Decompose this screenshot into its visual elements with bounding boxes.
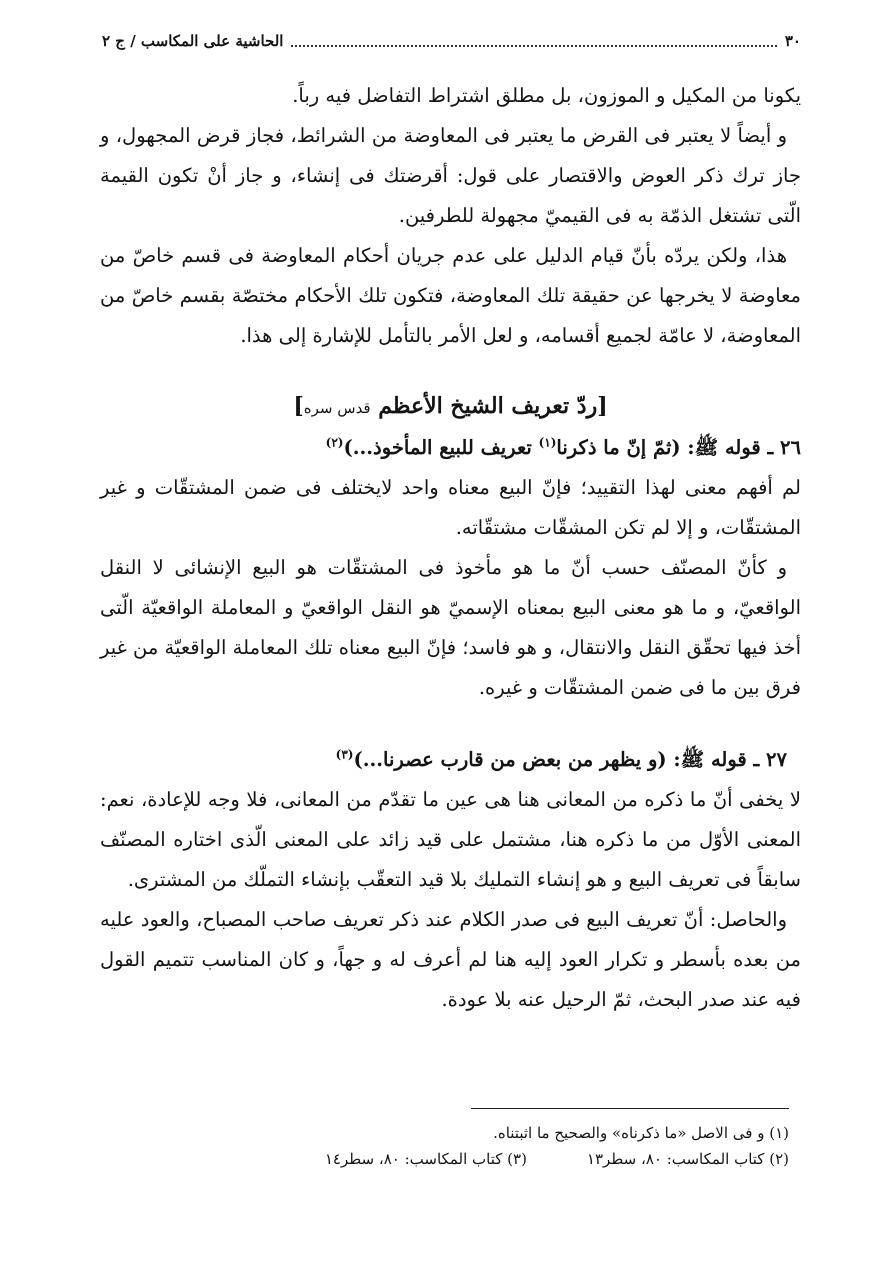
paragraph: و أيضاً لا يعتبر فى القرض ما يعتبر فى المعاوضة من الشرائط، فجاز قرض المجهول، و جاز ترك ذكر العوض والاقتصار على قول: أقرضتك فى إنشاء، و جاز أنْ تكون القيمة الّتى تشتغل الذمّة به فى القيميّ مجهولة للطرفين. — [100, 124, 801, 227]
section-title-honorific: قدس سره — [303, 399, 371, 417]
paragraph: يكونا من المكيل و الموزون، بل مطلق اشتراط التفاضل فيه رباً. — [292, 84, 801, 107]
section-title-text: [ردّ تعريف الشيخ الأعظم — [378, 393, 608, 419]
paragraph: والحاصل: أنّ تعريف البيع فى صدر الكلام عند ذكر تعريف صاحب المصباح، والعود عليه من بعده بأسطر و تكرار العود إليه هنا لم أعرف له و جهاً، و كان المناسب تتميم القول فيه عند صدر البحث، ثمّ الرحيل عنه بلا عودة. — [100, 908, 801, 1011]
footnotes — [210, 1120, 789, 1172]
page-header — [102, 32, 801, 50]
page-number: ٣٠ — [784, 32, 801, 50]
footnote-1: (١) و فى الاصل «ما ذكرناه» والصحيح ما اثبتناه. — [493, 1124, 789, 1142]
footnote-row — [210, 1146, 789, 1172]
page-body — [100, 76, 801, 1020]
footnote-2: (٢) كتاب المكاسب: ٨٠، سطر١٣ — [586, 1150, 789, 1168]
footnote-3: (٣) كتاب المكاسب: ٨٠، سطر١٤ — [324, 1150, 527, 1168]
header-dotted-leader — [291, 35, 776, 47]
paragraph: لا يخفى أنّ ما ذكره من المعانى هنا هى عين ما تقدّم من المعانى، فلا وجه للإعادة، نعم: المعنى الأوّل من ما ذكره هنا، مشتمل على قيد زائد على المعنى الّذى اختاره المصنّف سابقاً فى تعريف البيع و هو إنشاء التمليك بلا قيد التعقّب بإنشاء التملّك من المشترى. — [100, 788, 801, 891]
footnote-divider — [471, 1108, 789, 1109]
section-title-bracket: ] — [293, 393, 304, 419]
paragraph: و كأنّ المصنّف حسب أنّ ما هو مأخوذ فى المشتقّات هو البيع الإنشائى لا النقل الواقعيّ، و ما هو معنى البيع بمعناه الإسميّ هو النقل الواقعيّ و المعاملة الواقعيّة الّتى أخذ فيها تحقّق النقل والانتقال، و هو فاسد؛ فإنّ البيع معناه تلك المعاملة الواقعيّة من غير فرق بين ما فى ضمن المشتقّات و غيره. — [100, 556, 801, 699]
spacer — [100, 708, 801, 740]
paragraph: لم أفهم معنى لهذا التقييد؛ فإنّ البيع معناه واحد لايختلف فى ضمن المشتقّات و غير المشتقّات، و إلا لم تكن المشقّات مشتقّاته. — [100, 476, 801, 539]
item-26-heading-text: ٢٦ ـ قوله ﷺ: (ثمّ إنّ ما ذكرنا — [556, 436, 801, 459]
item-27-heading-text: ٢٧ ـ قوله ﷺ: (و يظهر من بعض من قارب عصرنا...) — [353, 748, 787, 771]
item-27-heading — [100, 740, 801, 780]
footnote-marker: (٣) — [335, 747, 354, 762]
section-title — [100, 386, 801, 428]
running-title: الحاشية على المكاسب / ج ٢ — [102, 32, 284, 50]
footnote-marker: (٢) — [325, 435, 344, 450]
footnote-marker: (١) — [538, 435, 557, 450]
paragraph: هذا، ولكن يردّه بأنّ قيام الدليل على عدم جريان أحكام المعاوضة فى قسم خاصّ من معاوضة لا يخرجها عن حقيقة تلك المعاوضة، فتكون تلك الأحكام مختصّة بقسم خاصّ من المعاوضة، لا عامّة لجميع أقسامه، و لعل الأمر بالتأمل للإشارة إلى هذا. — [100, 244, 801, 347]
item-26-heading-rest: تعريف للبيع المأخوذ...) — [343, 436, 539, 459]
item-26-heading — [100, 428, 801, 468]
